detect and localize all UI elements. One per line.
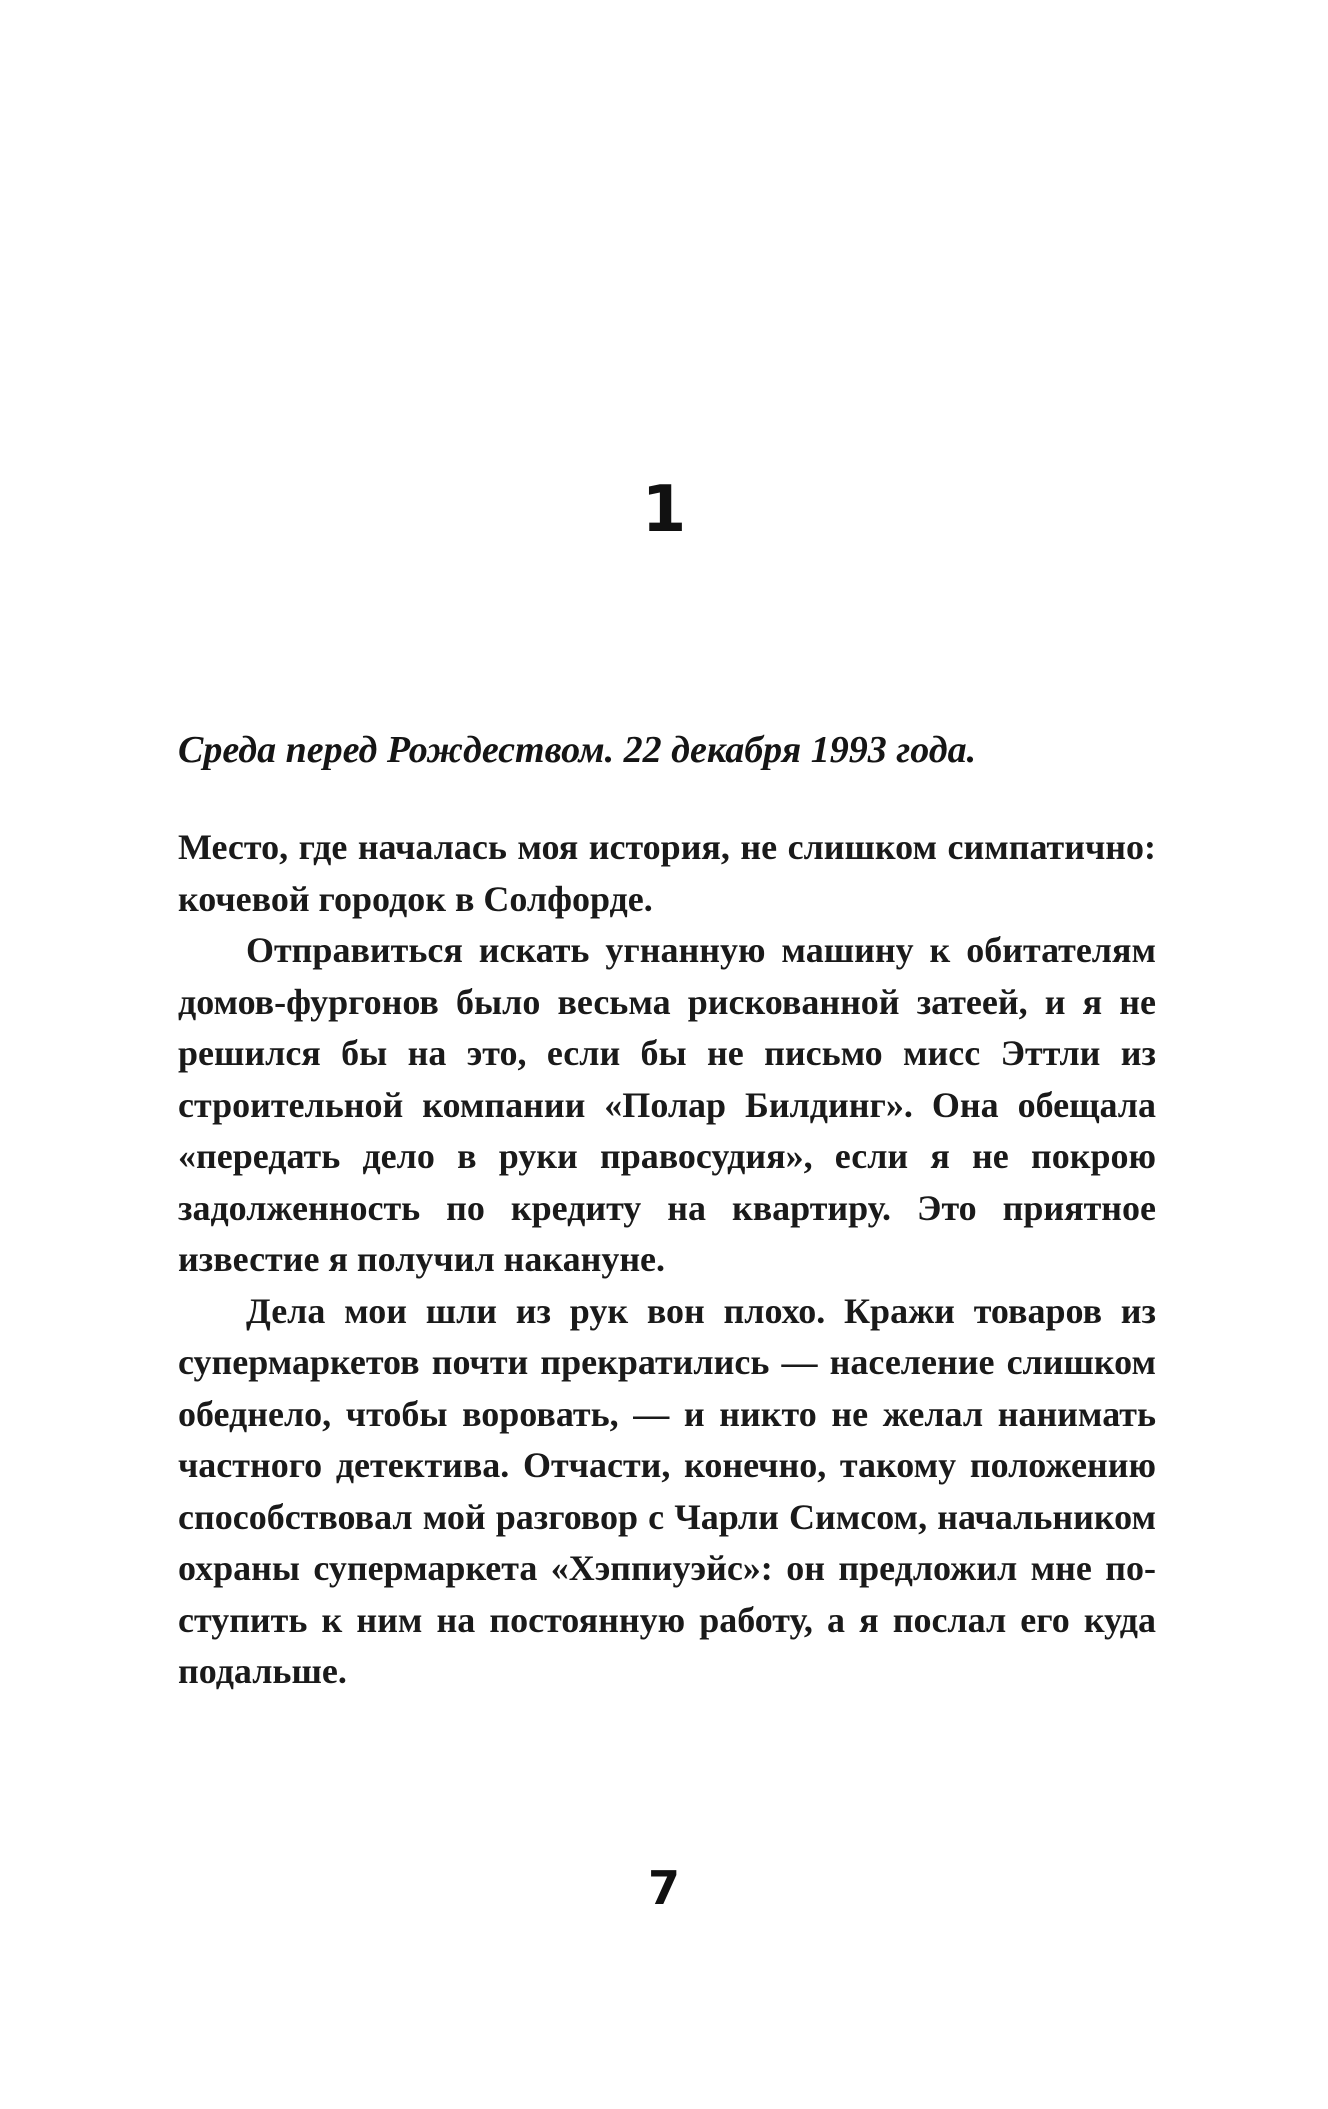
text-block	[178, 724, 1156, 1698]
paragraph-1: Место, где началась моя история, не слишком симпатично: кочевой городок в Солфорде.	[178, 827, 1156, 919]
chapter-number: 1	[641, 473, 687, 547]
chapter-epigraph: Среда перед Рождеством. 22 декабря 1993 года.	[178, 729, 977, 771]
paragraph-2: Отправиться искать угнанную машину к обитателям домов-фургонов было весьма рискованной затеей, и я не решился бы на это, если бы не письмо мисс Эттли из строительной компании «Полар Билдинг». Она обещала «передать дело в руки правосудия», если я не покрою задолженность по кредиту на квартиру. Это приятное известие я получил накануне.	[178, 930, 1156, 1279]
page-number: 7	[647, 1861, 680, 1915]
paragraph-3: Дела мои шли из рук вон плохо. Кражи товаров из супермаркетов почти прекратились — население слишком обеднело, чтобы воровать, — и никто не желал нанимать частного детектива. Отчасти, конечно, такому положению способствовал мой разговор с Чарли Симсом, начальником охраны супермаркета «Хэппиуэйс»: он предложил мне поступить к ним на постоянную работу, а я послал его куда подальше.	[178, 1290, 1156, 1691]
